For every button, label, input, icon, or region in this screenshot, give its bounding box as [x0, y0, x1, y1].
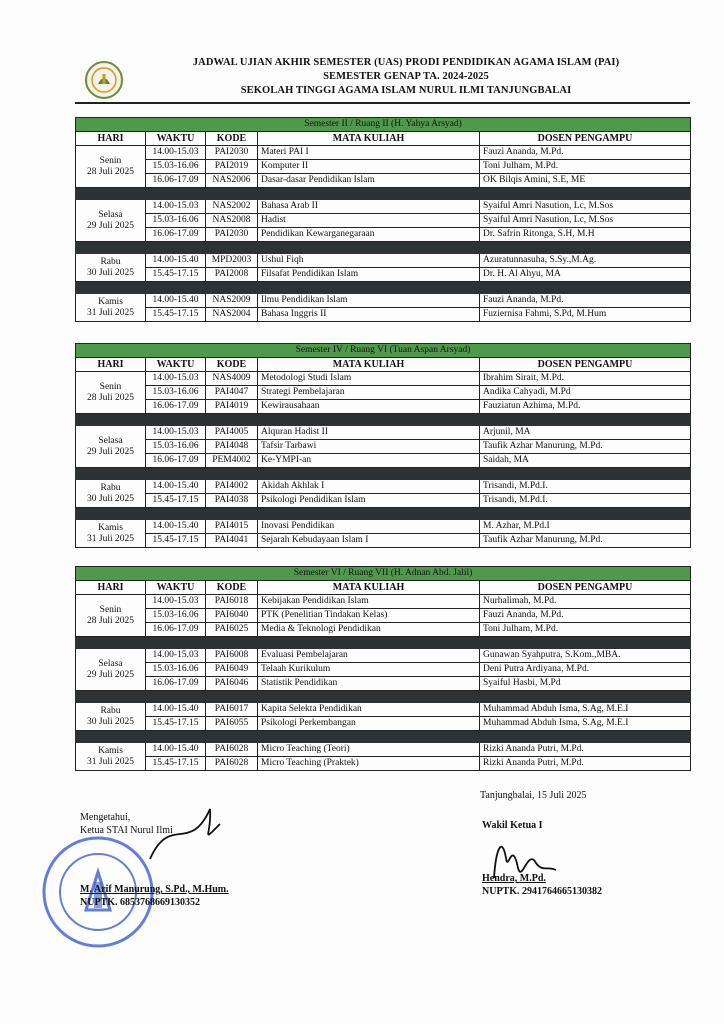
course-cell: Micro Teaching (Praktek) — [258, 757, 480, 771]
table-row — [76, 609, 691, 623]
day-date: 31 Juli 2025 — [87, 533, 134, 544]
lecturer-cell: Syaiful Amri Nasution, Lc, M.Sos — [480, 200, 691, 214]
time-cell: 14.00-15.03 — [146, 200, 206, 214]
lecturer-cell: Fuziernisa Fahmi, S.Pd, M.Hum — [480, 308, 691, 322]
column-header: HARI — [76, 581, 146, 595]
day-name: Rabu — [100, 705, 121, 716]
course-cell: Bahasa Arab II — [258, 200, 480, 214]
time-cell: 16.06-17.09 — [146, 677, 206, 691]
table-row — [76, 372, 691, 386]
course-cell: Telaah Kurikulum — [258, 663, 480, 677]
column-header: KODE — [206, 581, 258, 595]
code-cell: PAI6018 — [206, 595, 258, 609]
course-cell: Komputer II — [258, 160, 480, 174]
time-cell: 15.03-16.06 — [146, 160, 206, 174]
lecturer-cell: Fauziatun Azhima, M.Pd. — [480, 400, 691, 414]
table-row — [76, 677, 691, 691]
table-row — [76, 214, 691, 228]
day-cell — [76, 480, 146, 508]
code-cell: PAI2008 — [206, 268, 258, 282]
code-cell: PAI4041 — [206, 534, 258, 548]
lecturer-cell: Ibrahim Sirait, M.Pd. — [480, 372, 691, 386]
course-cell: Bahasa Inggris II — [258, 308, 480, 322]
time-cell: 15.03-16.06 — [146, 609, 206, 623]
time-cell: 14.00-15.40 — [146, 743, 206, 757]
schedule-table — [75, 566, 691, 771]
day-separator — [76, 414, 691, 426]
lecturer-cell: Trisandi, M.Pd.I. — [480, 494, 691, 508]
code-cell: PAI4002 — [206, 480, 258, 494]
code-cell: PAI4048 — [206, 440, 258, 454]
table-row — [76, 703, 691, 717]
column-header: HARI — [76, 358, 146, 372]
time-cell: 15.45-17.15 — [146, 268, 206, 282]
column-header: MATA KULIAH — [258, 358, 480, 372]
code-cell: MPD2003 — [206, 254, 258, 268]
lecturer-cell: Nurhalimah, M.Pd. — [480, 595, 691, 609]
course-cell: PTK (Penelitian Tindakan Kelas) — [258, 609, 480, 623]
day-cell — [76, 200, 146, 242]
time-cell: 15.03-16.06 — [146, 663, 206, 677]
lecturer-cell: Toni Julham, M.Pd. — [480, 623, 691, 637]
course-cell: Inovasi Pendidikan — [258, 520, 480, 534]
day-date: 29 Juli 2025 — [87, 446, 134, 457]
time-cell: 14.00-15.03 — [146, 426, 206, 440]
table-row — [76, 228, 691, 242]
day-date: 28 Juli 2025 — [87, 392, 134, 403]
left-title-1: Mengetahui, — [80, 812, 131, 823]
right-signer-id: NUPTK. 2941764665130382 — [482, 886, 602, 897]
code-cell: PEM4002 — [206, 454, 258, 468]
table-row — [76, 520, 691, 534]
day-name: Senin — [99, 155, 122, 166]
lecturer-cell: Andika Cahyadi, M.Pd — [480, 386, 691, 400]
table-row — [76, 294, 691, 308]
column-header: MATA KULIAH — [258, 132, 480, 146]
day-date: 28 Juli 2025 — [87, 615, 134, 626]
schedule-table — [75, 343, 691, 548]
left-signer-id: NUPTK. 6853768669130352 — [80, 897, 200, 908]
table-row — [76, 200, 691, 214]
course-cell: Media & Teknologi Pendidikan — [258, 623, 480, 637]
day-cell — [76, 254, 146, 282]
time-cell: 16.06-17.09 — [146, 454, 206, 468]
code-cell: NAS4009 — [206, 372, 258, 386]
table-row — [76, 623, 691, 637]
code-cell: PAI6049 — [206, 663, 258, 677]
course-cell: Metodologi Studi Islam — [258, 372, 480, 386]
day-name: Kamis — [98, 522, 123, 533]
code-cell: PAI6025 — [206, 623, 258, 637]
header-line-2: SEMESTER GENAP TA. 2024-2025 — [323, 71, 489, 82]
column-header: DOSEN PENGAMPU — [480, 581, 691, 595]
column-header: HARI — [76, 132, 146, 146]
column-header: WAKTU — [146, 581, 206, 595]
table-row — [76, 268, 691, 282]
lecturer-cell: Dr. Safrin Ritonga, S.H, M.H — [480, 228, 691, 242]
column-header: KODE — [206, 358, 258, 372]
course-cell: Kewirausahaan — [258, 400, 480, 414]
column-header: WAKTU — [146, 132, 206, 146]
day-name: Selasa — [98, 209, 123, 220]
lecturer-cell: Muhammad Abduh Isma, S.Ag, M.E.I — [480, 703, 691, 717]
course-cell: Micro Teaching (Teori) — [258, 743, 480, 757]
time-cell: 14.00-15.40 — [146, 703, 206, 717]
code-cell: PAI2030 — [206, 146, 258, 160]
day-separator — [76, 691, 691, 703]
day-cell — [76, 649, 146, 691]
table-header-row — [76, 581, 691, 595]
table-header-row — [76, 132, 691, 146]
time-cell: 15.45-17.15 — [146, 717, 206, 731]
course-cell: Kebijakan Pendidikan Islam — [258, 595, 480, 609]
course-cell: Ke-YMPI-an — [258, 454, 480, 468]
course-cell: Strategi Pembelajaran — [258, 386, 480, 400]
code-cell: PAI4005 — [206, 426, 258, 440]
day-separator — [76, 508, 691, 520]
code-cell: PAI6046 — [206, 677, 258, 691]
time-cell: 15.03-16.06 — [146, 214, 206, 228]
schedule-table-semester-4 — [75, 343, 690, 548]
course-cell: Statistik Pendidikan — [258, 677, 480, 691]
time-cell: 16.06-17.09 — [146, 400, 206, 414]
lecturer-cell: Deni Putra Ardiyana, M.Pd. — [480, 663, 691, 677]
code-cell: PAI4047 — [206, 386, 258, 400]
day-separator — [76, 468, 691, 480]
column-header: MATA KULIAH — [258, 581, 480, 595]
table-row — [76, 494, 691, 508]
day-cell — [76, 520, 146, 548]
time-cell: 15.45-17.15 — [146, 534, 206, 548]
course-cell: Kapita Selekta Pendidikan — [258, 703, 480, 717]
code-cell: PAI4015 — [206, 520, 258, 534]
time-cell: 16.06-17.09 — [146, 174, 206, 188]
code-cell: PAI4038 — [206, 494, 258, 508]
code-cell: NAS2009 — [206, 294, 258, 308]
schedule-table — [75, 117, 691, 322]
time-cell: 14.00-15.03 — [146, 649, 206, 663]
table-row — [76, 534, 691, 548]
day-name: Senin — [99, 381, 122, 392]
day-name: Senin — [99, 604, 122, 615]
day-separator — [76, 188, 691, 200]
table-row — [76, 400, 691, 414]
lecturer-cell: Dr. H. Al Ahyu, MA — [480, 268, 691, 282]
table-header-row — [76, 358, 691, 372]
day-cell — [76, 743, 146, 771]
table-row — [76, 757, 691, 771]
lecturer-cell: Fauzi Ananda, M.Pd. — [480, 146, 691, 160]
course-cell: Psikologi Perkembangan — [258, 717, 480, 731]
lecturer-cell: Rizki Ananda Putri, M.Pd. — [480, 743, 691, 757]
table-row — [76, 146, 691, 160]
day-cell — [76, 372, 146, 414]
institution-logo-icon — [84, 60, 124, 100]
course-cell: Sejarah Kebudayaan Islam I — [258, 534, 480, 548]
code-cell: NAS2002 — [206, 200, 258, 214]
table-row — [76, 440, 691, 454]
header-line-3: SEKOLAH TINGGI AGAMA ISLAM NURUL ILMI TANJUNGBALAI — [240, 85, 572, 96]
column-header: DOSEN PENGAMPU — [480, 358, 691, 372]
day-separator — [76, 637, 691, 649]
day-name: Selasa — [98, 435, 123, 446]
lecturer-cell: Azuratunnasuha, S.Sy.,M.Ag. — [480, 254, 691, 268]
code-cell: PAI6028 — [206, 757, 258, 771]
day-date: 29 Juli 2025 — [87, 220, 134, 231]
code-cell: PAI6040 — [206, 609, 258, 623]
table-row — [76, 160, 691, 174]
lecturer-cell: Syaiful Hasbi, M.Pd — [480, 677, 691, 691]
course-cell: Ilmu Pendidikan Islam — [258, 294, 480, 308]
header-divider — [75, 102, 690, 104]
time-cell: 14.00-15.40 — [146, 520, 206, 534]
day-date: 30 Juli 2025 — [87, 716, 134, 727]
header-line-1: JADWAL UJIAN AKHIR SEMESTER (UAS) PRODI PENDIDIKAN AGAMA ISLAM (PAI) — [192, 57, 620, 68]
table-row — [76, 717, 691, 731]
lecturer-cell: Rizki Ananda Putri, M.Pd. — [480, 757, 691, 771]
semester-room-title: Semester IV / Ruang VI (Tuan Aspan Arsyad) — [76, 344, 691, 358]
lecturer-cell: Saidah, MA — [480, 454, 691, 468]
table-row — [76, 308, 691, 322]
right-signature-block — [482, 820, 682, 910]
course-cell: Materi PAI I — [258, 146, 480, 160]
time-cell: 15.45-17.15 — [146, 757, 206, 771]
table-row — [76, 254, 691, 268]
table-row — [76, 743, 691, 757]
course-cell: Filsafat Pendidikan Islam — [258, 268, 480, 282]
day-date: 28 Juli 2025 — [87, 166, 134, 177]
lecturer-cell: Fauzi Ananda, M.Pd. — [480, 609, 691, 623]
lecturer-cell: Trisandi, M.Pd.I. — [480, 480, 691, 494]
course-cell: Pendidikan Kewarganegaraan — [258, 228, 480, 242]
day-cell — [76, 146, 146, 188]
right-title: Wakil Ketua I — [482, 820, 543, 831]
lecturer-cell: Syaiful Amri Nasution, Lc, M.Sos — [480, 214, 691, 228]
course-cell: Alquran Hadist II — [258, 426, 480, 440]
day-name: Kamis — [98, 745, 123, 756]
day-separator — [76, 731, 691, 743]
time-cell: 16.06-17.09 — [146, 228, 206, 242]
lecturer-cell: Fauzi Ananda, M.Pd. — [480, 294, 691, 308]
table-row — [76, 480, 691, 494]
semester-room-title: Semester VI / Ruang VII (H. Adnan Abd. Jalil) — [76, 567, 691, 581]
day-separator — [76, 282, 691, 294]
table-row — [76, 649, 691, 663]
code-cell: PAI2030 — [206, 228, 258, 242]
time-cell: 14.00-15.03 — [146, 595, 206, 609]
time-cell: 14.00-15.40 — [146, 480, 206, 494]
lecturer-cell: M. Azhar, M.Pd.I — [480, 520, 691, 534]
day-date: 31 Juli 2025 — [87, 756, 134, 767]
lecturer-cell: Taufik Azhar Manurung, M.Pd. — [480, 440, 691, 454]
course-cell: Psikologi Pendidikan Islam — [258, 494, 480, 508]
left-signature-icon — [140, 804, 230, 864]
code-cell: PAI6028 — [206, 743, 258, 757]
table-row — [76, 386, 691, 400]
schedule-table-semester-2 — [75, 117, 690, 322]
column-header: WAKTU — [146, 358, 206, 372]
course-cell: Dasar-dasar Pendidikan Islam — [258, 174, 480, 188]
day-date: 30 Juli 2025 — [87, 493, 134, 504]
table-row — [76, 454, 691, 468]
table-row — [76, 174, 691, 188]
time-cell: 14.00-15.03 — [146, 372, 206, 386]
code-cell: PAI6008 — [206, 649, 258, 663]
code-cell: PAI4019 — [206, 400, 258, 414]
day-name: Rabu — [100, 482, 121, 493]
column-header: KODE — [206, 132, 258, 146]
course-cell: Hadist — [258, 214, 480, 228]
column-header: DOSEN PENGAMPU — [480, 132, 691, 146]
day-cell — [76, 703, 146, 731]
code-cell: PAI6055 — [206, 717, 258, 731]
time-cell: 15.03-16.06 — [146, 386, 206, 400]
time-cell: 14.00-15.40 — [146, 294, 206, 308]
course-cell: Akidah Akhlak I — [258, 480, 480, 494]
lecturer-cell: Muhammad Abduh Isma, S.Ag, M.E.I — [480, 717, 691, 731]
left-title-2: Ketua STAI Nurul Ilmi — [80, 825, 173, 836]
lecturer-cell: Gunawan Syahputra, S.Kom.,MBA. — [480, 649, 691, 663]
time-cell: 15.03-16.06 — [146, 440, 206, 454]
code-cell: NAS2006 — [206, 174, 258, 188]
table-row — [76, 595, 691, 609]
course-cell: Tafsir Tarbawi — [258, 440, 480, 454]
place-date: Tanjungbalai, 15 Juli 2025 — [480, 790, 587, 801]
lecturer-cell: Toni Julham, M.Pd. — [480, 160, 691, 174]
right-signer-name: Hendra, M.Pd. — [482, 873, 546, 884]
day-name: Rabu — [100, 256, 121, 267]
table-row — [76, 663, 691, 677]
day-date: 31 Juli 2025 — [87, 307, 134, 318]
day-date: 30 Juli 2025 — [87, 267, 134, 278]
time-cell: 15.45-17.15 — [146, 494, 206, 508]
time-cell: 16.06-17.09 — [146, 623, 206, 637]
schedule-table-semester-6 — [75, 566, 690, 771]
time-cell: 15.45-17.15 — [146, 308, 206, 322]
course-cell: Evaluasi Pembelajaran — [258, 649, 480, 663]
time-cell: 14.00-15.40 — [146, 254, 206, 268]
code-cell: NAS2008 — [206, 214, 258, 228]
code-cell: NAS2004 — [206, 308, 258, 322]
day-cell — [76, 595, 146, 637]
lecturer-cell: OK Bilqis Amini, S.E, ME — [480, 174, 691, 188]
day-separator — [76, 242, 691, 254]
day-name: Selasa — [98, 658, 123, 669]
document-header — [84, 56, 684, 106]
time-cell: 14.00-15.03 — [146, 146, 206, 160]
lecturer-cell: Arjunil, MA — [480, 426, 691, 440]
left-signer-name: M. Arif Manurung, S.Pd., M.Hum. — [80, 884, 229, 895]
code-cell: PAI2019 — [206, 160, 258, 174]
table-row — [76, 426, 691, 440]
day-date: 29 Juli 2025 — [87, 669, 134, 680]
semester-room-title: Semester II / Ruang II (H. Yahya Arsyad) — [76, 118, 691, 132]
day-cell — [76, 294, 146, 322]
code-cell: PAI6017 — [206, 703, 258, 717]
left-signature-block — [70, 812, 270, 922]
course-cell: Ushul Fiqh — [258, 254, 480, 268]
lecturer-cell: Taufik Azhar Manurung, M.Pd. — [480, 534, 691, 548]
day-cell — [76, 426, 146, 468]
day-name: Kamis — [98, 296, 123, 307]
